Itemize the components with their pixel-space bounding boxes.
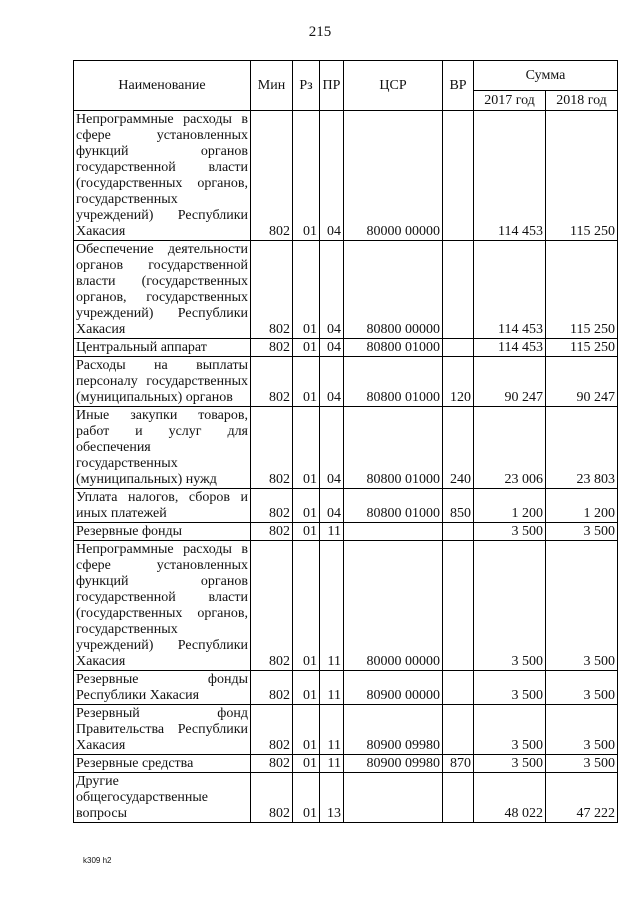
row-sum-2017: 3 500	[474, 705, 546, 755]
row-sum-2017: 3 500	[474, 671, 546, 705]
row-name: Непрограммные расходы в сфере установленных функций органов государственной власти (государственных органов, государственных учреждений) Республики Хакасия	[74, 541, 251, 671]
row-sum-2017: 114 453	[474, 111, 546, 241]
row-min: 802	[251, 671, 293, 705]
table-row	[74, 705, 618, 755]
header-vr: ВР	[443, 61, 474, 111]
row-csr: 80800 01000	[344, 407, 443, 489]
row-csr: 80900 09980	[344, 705, 443, 755]
row-csr: 80900 09980	[344, 755, 443, 773]
row-vr: 240	[443, 407, 474, 489]
row-name: Уплата налогов, сборов и иных платежей	[74, 489, 251, 523]
row-min: 802	[251, 241, 293, 339]
row-sum-2017: 23 006	[474, 407, 546, 489]
row-pr: 11	[320, 523, 344, 541]
row-min: 802	[251, 541, 293, 671]
row-vr	[443, 705, 474, 755]
row-name: Обеспечение деятельности органов государственной власти (государственных органов, государственных учреждений) Республики Хакасия	[74, 241, 251, 339]
row-vr	[443, 241, 474, 339]
row-csr: 80800 00000	[344, 241, 443, 339]
row-pr: 04	[320, 357, 344, 407]
row-sum-2018: 115 250	[546, 339, 618, 357]
row-sum-2018: 3 500	[546, 541, 618, 671]
row-rz: 01	[293, 705, 320, 755]
table-row	[74, 489, 618, 523]
row-sum-2018: 3 500	[546, 705, 618, 755]
footer-code: k309 h2	[83, 856, 112, 865]
row-vr	[443, 111, 474, 241]
header-year-2017: 2017 год	[474, 91, 546, 111]
row-rz: 01	[293, 489, 320, 523]
row-name: Другие общегосударственные вопросы	[74, 773, 251, 823]
row-vr	[443, 523, 474, 541]
table-row	[74, 111, 618, 241]
row-csr	[344, 773, 443, 823]
row-sum-2017: 3 500	[474, 541, 546, 671]
row-pr: 11	[320, 671, 344, 705]
row-sum-2017: 3 500	[474, 523, 546, 541]
row-vr: 870	[443, 755, 474, 773]
header-csr: ЦСР	[344, 61, 443, 111]
row-vr: 850	[443, 489, 474, 523]
row-sum-2017: 114 453	[474, 241, 546, 339]
table-row	[74, 357, 618, 407]
row-pr: 04	[320, 111, 344, 241]
row-name: Резервные фонды	[74, 523, 251, 541]
row-csr: 80000 00000	[344, 541, 443, 671]
row-csr: 80800 01000	[344, 357, 443, 407]
row-pr: 04	[320, 407, 344, 489]
header-rz: Рз	[293, 61, 320, 111]
row-rz: 01	[293, 241, 320, 339]
row-pr: 11	[320, 541, 344, 671]
table-row	[74, 755, 618, 773]
row-min: 802	[251, 111, 293, 241]
table-row	[74, 541, 618, 671]
row-sum-2018: 47 222	[546, 773, 618, 823]
page-number: 215	[308, 24, 332, 40]
row-sum-2017: 48 022	[474, 773, 546, 823]
row-vr: 120	[443, 357, 474, 407]
row-sum-2018: 1 200	[546, 489, 618, 523]
table-row	[74, 407, 618, 489]
row-rz: 01	[293, 541, 320, 671]
row-min: 802	[251, 705, 293, 755]
row-sum-2017: 3 500	[474, 755, 546, 773]
row-rz: 01	[293, 523, 320, 541]
row-min: 802	[251, 489, 293, 523]
row-sum-2018: 115 250	[546, 111, 618, 241]
table-row	[74, 671, 618, 705]
row-rz: 01	[293, 357, 320, 407]
row-pr: 11	[320, 755, 344, 773]
row-csr: 80000 00000	[344, 111, 443, 241]
header-sum: Сумма	[474, 61, 618, 91]
header-pr: ПР	[320, 61, 344, 111]
row-sum-2018: 3 500	[546, 523, 618, 541]
row-vr	[443, 339, 474, 357]
row-sum-2018: 3 500	[546, 755, 618, 773]
row-name: Иные закупки товаров, работ и услуг для обеспечения государственных (муниципальных) нужд	[74, 407, 251, 489]
row-pr: 04	[320, 339, 344, 357]
row-min: 802	[251, 407, 293, 489]
row-rz: 01	[293, 407, 320, 489]
row-name: Непрограммные расходы в сфере установленных функций органов государственной власти (государственных органов, государственных учреждений) Республики Хакасия	[74, 111, 251, 241]
header-year-2018: 2018 год	[546, 91, 618, 111]
row-rz: 01	[293, 671, 320, 705]
row-min: 802	[251, 773, 293, 823]
row-csr: 80900 00000	[344, 671, 443, 705]
row-sum-2018: 23 803	[546, 407, 618, 489]
row-pr: 13	[320, 773, 344, 823]
row-pr: 04	[320, 241, 344, 339]
row-pr: 04	[320, 489, 344, 523]
row-sum-2017: 90 247	[474, 357, 546, 407]
row-vr	[443, 671, 474, 705]
row-vr	[443, 541, 474, 671]
table-row	[74, 523, 618, 541]
row-csr: 80800 01000	[344, 339, 443, 357]
row-min: 802	[251, 523, 293, 541]
budget-table	[73, 60, 618, 823]
table-row	[74, 339, 618, 357]
row-name: Резервный фонд Правительства Республики Хакасия	[74, 705, 251, 755]
row-name: Расходы на выплаты персоналу государственных (муниципальных) органов	[74, 357, 251, 407]
row-csr	[344, 523, 443, 541]
row-name: Резервные средства	[74, 755, 251, 773]
row-rz: 01	[293, 755, 320, 773]
table-row	[74, 773, 618, 823]
table-row	[74, 241, 618, 339]
header-min: Мин	[251, 61, 293, 111]
row-csr: 80800 01000	[344, 489, 443, 523]
row-min: 802	[251, 339, 293, 357]
row-sum-2017: 1 200	[474, 489, 546, 523]
row-sum-2018: 90 247	[546, 357, 618, 407]
row-min: 802	[251, 357, 293, 407]
row-min: 802	[251, 755, 293, 773]
row-pr: 11	[320, 705, 344, 755]
row-sum-2018: 115 250	[546, 241, 618, 339]
row-name: Резервные фонды Республики Хакасия	[74, 671, 251, 705]
row-rz: 01	[293, 111, 320, 241]
row-rz: 01	[293, 773, 320, 823]
header-name: Наименование	[74, 61, 251, 111]
row-sum-2017: 114 453	[474, 339, 546, 357]
row-vr	[443, 773, 474, 823]
row-sum-2018: 3 500	[546, 671, 618, 705]
row-rz: 01	[293, 339, 320, 357]
row-name: Центральный аппарат	[74, 339, 251, 357]
